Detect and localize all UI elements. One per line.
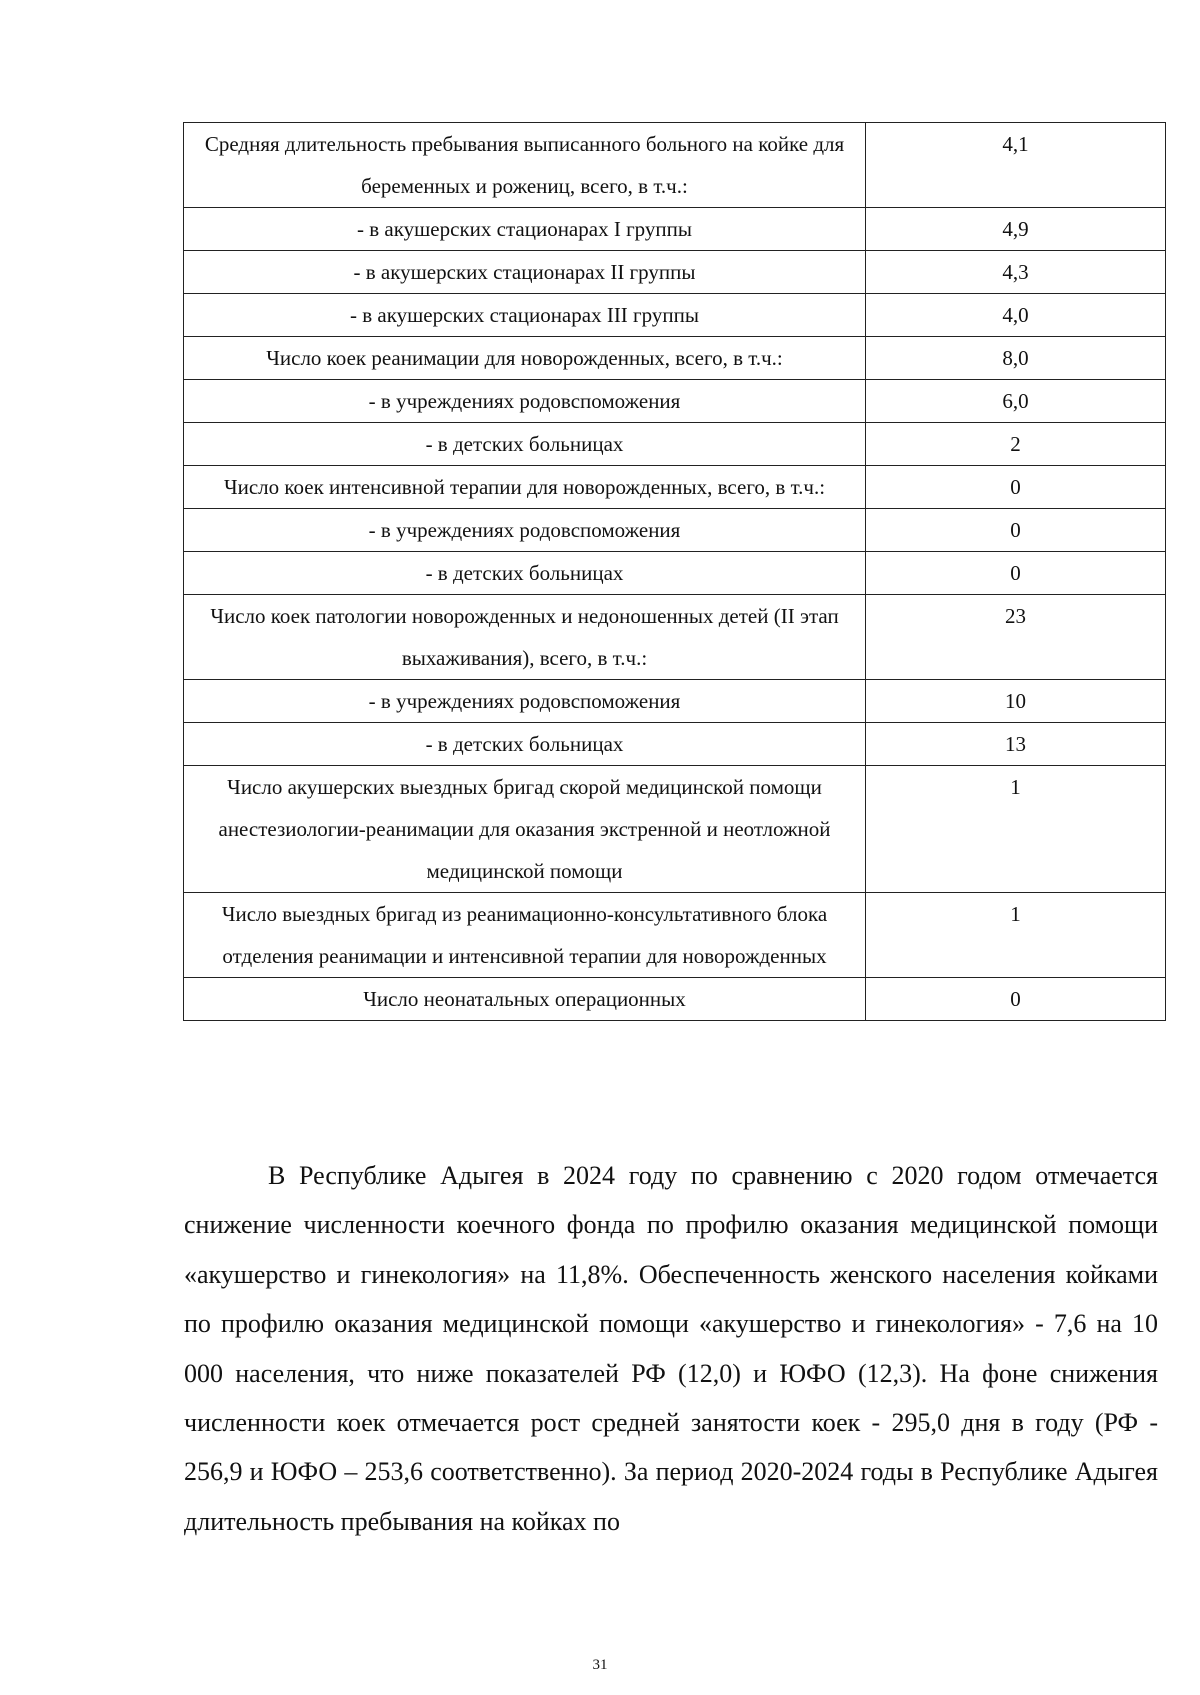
row-value: 4,9 bbox=[866, 208, 1166, 251]
row-value: 4,0 bbox=[866, 294, 1166, 337]
row-value: 8,0 bbox=[866, 337, 1166, 380]
row-label: - в детских больницах bbox=[184, 723, 866, 766]
table-row bbox=[184, 978, 1166, 1021]
body-paragraph bbox=[184, 1151, 1158, 1546]
row-label: - в учреждениях родовспоможения bbox=[184, 509, 866, 552]
table-row bbox=[184, 380, 1166, 423]
table-row bbox=[184, 337, 1166, 380]
row-label: Число выездных бригад из реанимационно-консультативного блока отделения реанимации и интенсивной терапии для новорожденных bbox=[184, 893, 866, 978]
statistics-table bbox=[183, 122, 1166, 1021]
paragraph-line: 2020-2024 годы в Республике Адыгея длительность пребывания на койках по bbox=[184, 1457, 1158, 1536]
row-label: - в детских больницах bbox=[184, 552, 866, 595]
paragraph-line: В Республике Адыгея в 2024 году по сравнению с 2020 годом отмечается bbox=[268, 1161, 1158, 1190]
paragraph-line: (12,3). На фоне снижения численности коек отмечается рост средней занятости bbox=[184, 1358, 1159, 1438]
paragraph-line: снижение численности коечного фонда по профилю оказания медицинской bbox=[184, 1210, 1057, 1240]
paragraph-line: коек - 295,0 дня в году (РФ - 256,9 и ЮФО – 253,6 соответственно). За период bbox=[184, 1408, 1159, 1487]
table-row bbox=[184, 208, 1166, 251]
row-label: Число коек реанимации для новорожденных, всего, в т.ч.: bbox=[184, 337, 866, 380]
paragraph-line: помощи «акушерство и гинекология» на 11,8%. Обеспеченность женского bbox=[184, 1210, 1158, 1289]
row-label: Число коек интенсивной терапии для новорожденных, всего, в т.ч.: bbox=[184, 466, 866, 509]
table-row bbox=[184, 595, 1166, 680]
table-row bbox=[184, 723, 1166, 766]
row-value: 6,0 bbox=[866, 380, 1166, 423]
row-label: Число коек патологии новорожденных и недоношенных детей (II этап выхаживания), всего, в т.ч.: bbox=[184, 595, 866, 680]
table-row bbox=[184, 466, 1166, 509]
row-label: - в детских больницах bbox=[184, 423, 866, 466]
row-value: 0 bbox=[866, 552, 1166, 595]
row-value: 0 bbox=[866, 466, 1166, 509]
row-label: Число акушерских выездных бригад скорой медицинской помощи анестезиологии-реанимации для оказания экстренной и неотложной медицинской помощи bbox=[184, 766, 866, 893]
row-value: 4,3 bbox=[866, 251, 1166, 294]
row-value: 4,1 bbox=[866, 123, 1166, 208]
row-label: - в учреждениях родовспоможения bbox=[184, 380, 866, 423]
row-value: 2 bbox=[866, 423, 1166, 466]
table-row bbox=[184, 893, 1166, 978]
page-number: 31 bbox=[592, 1657, 608, 1673]
table-row bbox=[184, 509, 1166, 552]
row-label: Число неонатальных операционных bbox=[184, 978, 866, 1021]
row-label: - в акушерских стационарах III группы bbox=[184, 294, 866, 337]
table-row bbox=[184, 766, 1166, 893]
table-row bbox=[184, 123, 1166, 208]
paragraph-line: гинекология» - 7,6 на 10 000 населения, что ниже показателей РФ (12,0) и ЮФО bbox=[184, 1309, 1159, 1388]
table-row bbox=[184, 251, 1166, 294]
row-value: 23 bbox=[866, 595, 1166, 680]
table-row bbox=[184, 423, 1166, 466]
row-value: 1 bbox=[866, 893, 1166, 978]
row-label: - в учреждениях родовспоможения bbox=[184, 680, 866, 723]
row-value: 1 bbox=[866, 766, 1166, 893]
row-label: Средняя длительность пребывания выписанного больного на койке для беременных и рожениц, всего, в т.ч.: bbox=[184, 123, 866, 208]
row-value: 10 bbox=[866, 680, 1166, 723]
row-label: - в акушерских стационарах I группы bbox=[184, 208, 866, 251]
table-row bbox=[184, 552, 1166, 595]
row-label: - в акушерских стационарах II группы bbox=[184, 251, 866, 294]
row-value: 0 bbox=[866, 509, 1166, 552]
table-row bbox=[184, 680, 1166, 723]
table-row bbox=[184, 294, 1166, 337]
row-value: 13 bbox=[866, 723, 1166, 766]
row-value: 0 bbox=[866, 978, 1166, 1021]
paragraph-line: населения койками по профилю оказания медицинской помощи «акушерство и bbox=[184, 1259, 1159, 1339]
